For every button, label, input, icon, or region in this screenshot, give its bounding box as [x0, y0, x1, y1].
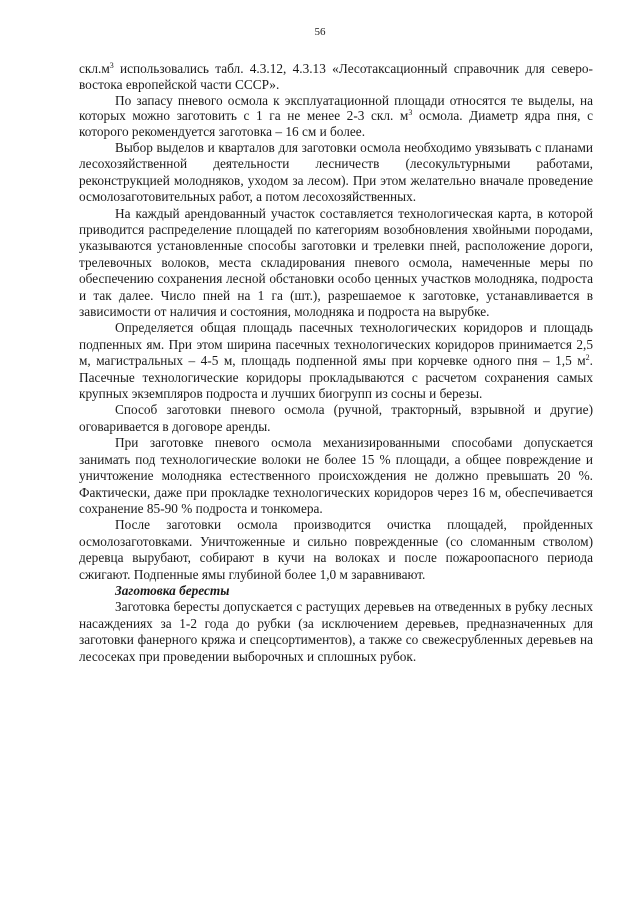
superscript-2: 2	[585, 353, 590, 363]
paragraph-1-text-b: использовались табл. 4.3.12, 4.3.13 «Лесотаксационный справочник для северо-востока европейской части СССР».	[79, 61, 593, 92]
paragraph-2-text-a: По запасу пневого осмола к эксплуатационной площади относятся те выделы, на которых можно заготовить с 1 га не менее 2-3 скл. м	[79, 92, 593, 124]
paragraph-2	[79, 93, 593, 140]
paragraph-7: При заготовке пневого осмола механизированными способами допускается занимать под технологические волоки не более 15 % площади, а общее повреждение и уничтожение молодняка естественного происхождения не должно превышать 20 %. Фактически, даже при прокладке технологических коридоров через 16 м, обеспечивается сохранение 85-90 % подроста и тонкомера.	[79, 435, 593, 516]
page-number: 56	[314, 26, 326, 38]
paragraph-5	[79, 320, 593, 402]
paragraph-2-text-b: осмола. Диаметр ядра пня, с которого рекомендуется заготовка – 16 см и более.	[79, 108, 593, 140]
paragraph-9: Заготовка бересты допускается с растущих деревьев на отведенных в рубку лесных насаждениях за 1-2 года до рубки (за исключением деревьев, предназначенных для заготовки фанерного кряжа и спецсортиментов), а также со свежесрубленных деревьев на лесосеках при проведении выборочных и сплошных рубок.	[79, 599, 593, 664]
paragraph-5-text-a: Определяется общая площадь пасечных технологических коридоров и площадь подпенных ям. При этом ширина пасечных технологических коридоров принимается 2,5 м, магистральных – 4-5 м, площадь подпенной ямы при корчевке одного пня – 1,5 м	[79, 320, 593, 369]
paragraph-1	[79, 61, 593, 93]
paragraph-5-text-b: . Пасечные технологические коридоры прокладываются с расчетом сохранения самых крупных экземпляров подроста и лучших биогрупп из сосны и березы.	[79, 353, 593, 402]
section-heading: Заготовка бересты	[115, 582, 230, 598]
paragraph-8: После заготовки осмола производится очистка площадей, пройденных осмолозаготовками. Уничтоженные и сильно поврежденные (со сломанным стволом) деревца вырубают, собирают в кучи на волоках и после пожароопасного периода сжигают. Подпенные ямы глубиной более 1,0 м заравнивают.	[79, 517, 593, 582]
superscript-3: 3	[408, 108, 413, 118]
paragraph-1-text-a: скл.м	[79, 61, 110, 76]
paragraph-6: Способ заготовки пневого осмола (ручной, тракторный, взрывной и другие) оговаривается в договоре аренды.	[79, 402, 593, 434]
paragraph-3: Выбор выделов и кварталов для заготовки осмола необходимо увязывать с планами лесохозяйственной деятельности лесничеств (лесокультурными работами, реконструкцией молодняков, уходом за лесом). При этом желательно вначале проведение осмолозаготовительных работ, а потом лесохозяйственных.	[79, 139, 593, 205]
page-body	[79, 61, 593, 665]
paragraph-4: На каждый арендованный участок составляется технологическая карта, в которой приводится распределение площадей по категориям возобновления хвойными породами, указываются установленные способы заготовки и трелевки пней, расположение дороги, трелевочных волоков, места складирования пневого осмола, намеченные меры по обеспечению сохранения лесной обстановки особо ценных участков молодняка, подроста и так далее. Число пней на 1 га (шт.), разрешаемое к заготовке, устанавливается в зависимости от наличия и состояния, молодняка и подроста на вырубке.	[79, 205, 593, 320]
superscript-3: 3	[109, 61, 114, 70]
